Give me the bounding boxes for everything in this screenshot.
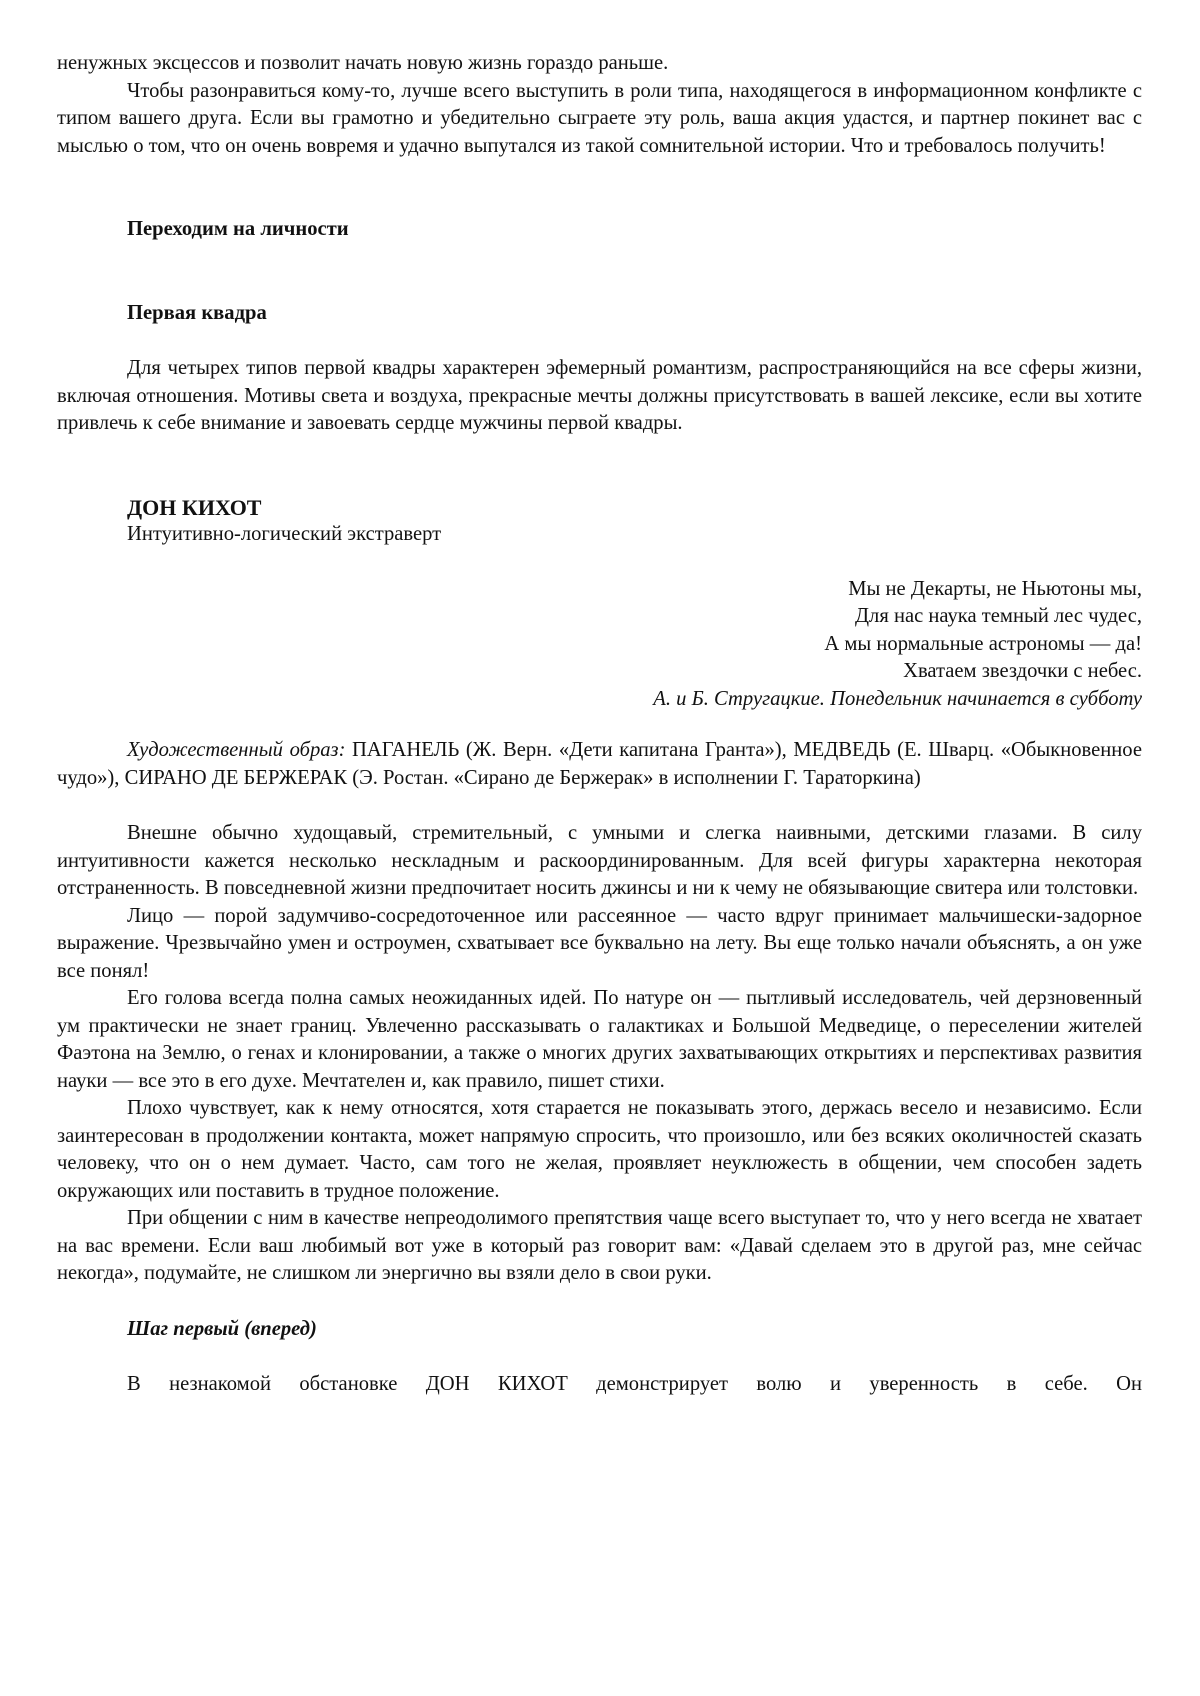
artistic-image-label: Художественный образ: bbox=[127, 739, 346, 761]
step-paragraph: В незнакомой обстановке ДОН КИХОТ демонстрирует волю и уверенность в себе. Он bbox=[127, 1373, 1142, 1395]
step-title: Шаг первый (вперед) bbox=[127, 1317, 317, 1340]
epigraph-source: А. и Б. Стругацкие. Понедельник начинается в субботу bbox=[653, 687, 1142, 710]
epigraph-line: Мы не Декарты, не Ньютоны мы, bbox=[848, 577, 1142, 600]
epigraph-line: Хватаем звездочки с небес. bbox=[903, 660, 1142, 682]
type-subtitle: Интуитивно-логический экстраверт bbox=[127, 523, 442, 545]
section-title: Переходим на личности bbox=[127, 218, 349, 240]
epigraph-line: А мы нормальные астрономы — да! bbox=[824, 632, 1142, 655]
body-paragraph: Его голова всегда полна самых неожиданных идей. По натуре он — пытливый исследователь, чей дерзновенный ум практически не знает границ. Увлеченно рассказывать о галактиках и Большой Медведице, о переселении жителей Фаэтона на Землю, о генах и клонировании, а также о многих других захватывающих открытиях и перспективах развития науки — все это в его духе. Мечтателен и, как правило, пишет стихи. bbox=[57, 987, 1142, 1092]
body-paragraph: При общении с ним в качестве непреодолимого препятствия чаще всего выступает то, что у него всегда не хватает на вас времени. Если ваш любимый вот уже в который раз говорит вам: «Давай сделаем это в другой раз, мне сейчас некогда», подумайте, не слишком ли энергично вы взяли дело в свои руки. bbox=[57, 1207, 1142, 1284]
intro-line: ненужных эксцессов и позволит начать новую жизнь гораздо раньше. bbox=[57, 52, 669, 74]
artistic-image-paragraph bbox=[57, 737, 1142, 792]
type-title: ДОН КИХОТ bbox=[127, 494, 262, 520]
epigraph-line: Для нас наука темный лес чудес, bbox=[855, 605, 1142, 627]
body-paragraph: Внешне обычно худощавый, стремительный, с умными и слегка наивными, детскими глазами. В силу интуитивности кажется несколько нескладным и раскоординированным. Для всей фигуры характерна некоторая отстраненность. В повседневной жизни предпочитает носить джинсы и ни к чему не обязывающие свитера или толстовки. bbox=[57, 822, 1142, 899]
body-paragraph: Плохо чувствует, как к нему относятся, хотя старается не показывать этого, держась весело и независимо. Если заинтересован в продолжении контакта, может напрямую спросить, что произошло, или без всяких околичностей сказать человеку, что он о нем думает. Часто, сам того не желая, проявляет неуклюжесть в общении, чем способен задеть окружающих или поставить в трудное положение. bbox=[57, 1097, 1142, 1202]
epigraph bbox=[57, 576, 1142, 714]
quadra-title: Первая квадра bbox=[127, 301, 267, 324]
quadra-paragraph: Для четырех типов первой квадры характерен эфемерный романтизм, распространяющийся на все сферы жизни, включая отношения. Мотивы света и воздуха, прекрасные мечты должны присутствовать в вашей лексике, если вы хотите привлечь к себе внимание и завоевать сердце мужчины первой квадры. bbox=[57, 357, 1142, 434]
artistic-image-text: ПАГАНЕЛЬ (Ж. Верн. «Дети капитана Гранта»), МЕДВЕДЬ (Е. Шварц. «Обыкновенное чудо»), СИРАНО ДЕ БЕРЖЕРАК (Э. Ростан. «Сирано де Бержерак» в исполнении Г. Тараторкина) bbox=[57, 739, 1142, 789]
body-paragraph: Лицо — порой задумчиво-сосредоточенное или рассеянное — часто вдруг принимает мальчишески-задорное выражение. Чрезвычайно умен и остроумен, схватывает все буквально на лету. Вы еще только начали объяснять, а он уже все понял! bbox=[57, 904, 1142, 982]
intro-paragraph: Чтобы разонравиться кому-то, лучше всего выступить в роли типа, находящегося в информационном конфликте с типом вашего друга. Если вы грамотно и убедительно сыграете эту роль, ваша акция удастся, и партнер покинет вас с мыслью о том, что он очень вовремя и удачно выпутался из такой сомнительной истории. Что и требовалось получить! bbox=[57, 79, 1142, 157]
document-page bbox=[57, 50, 1142, 1399]
